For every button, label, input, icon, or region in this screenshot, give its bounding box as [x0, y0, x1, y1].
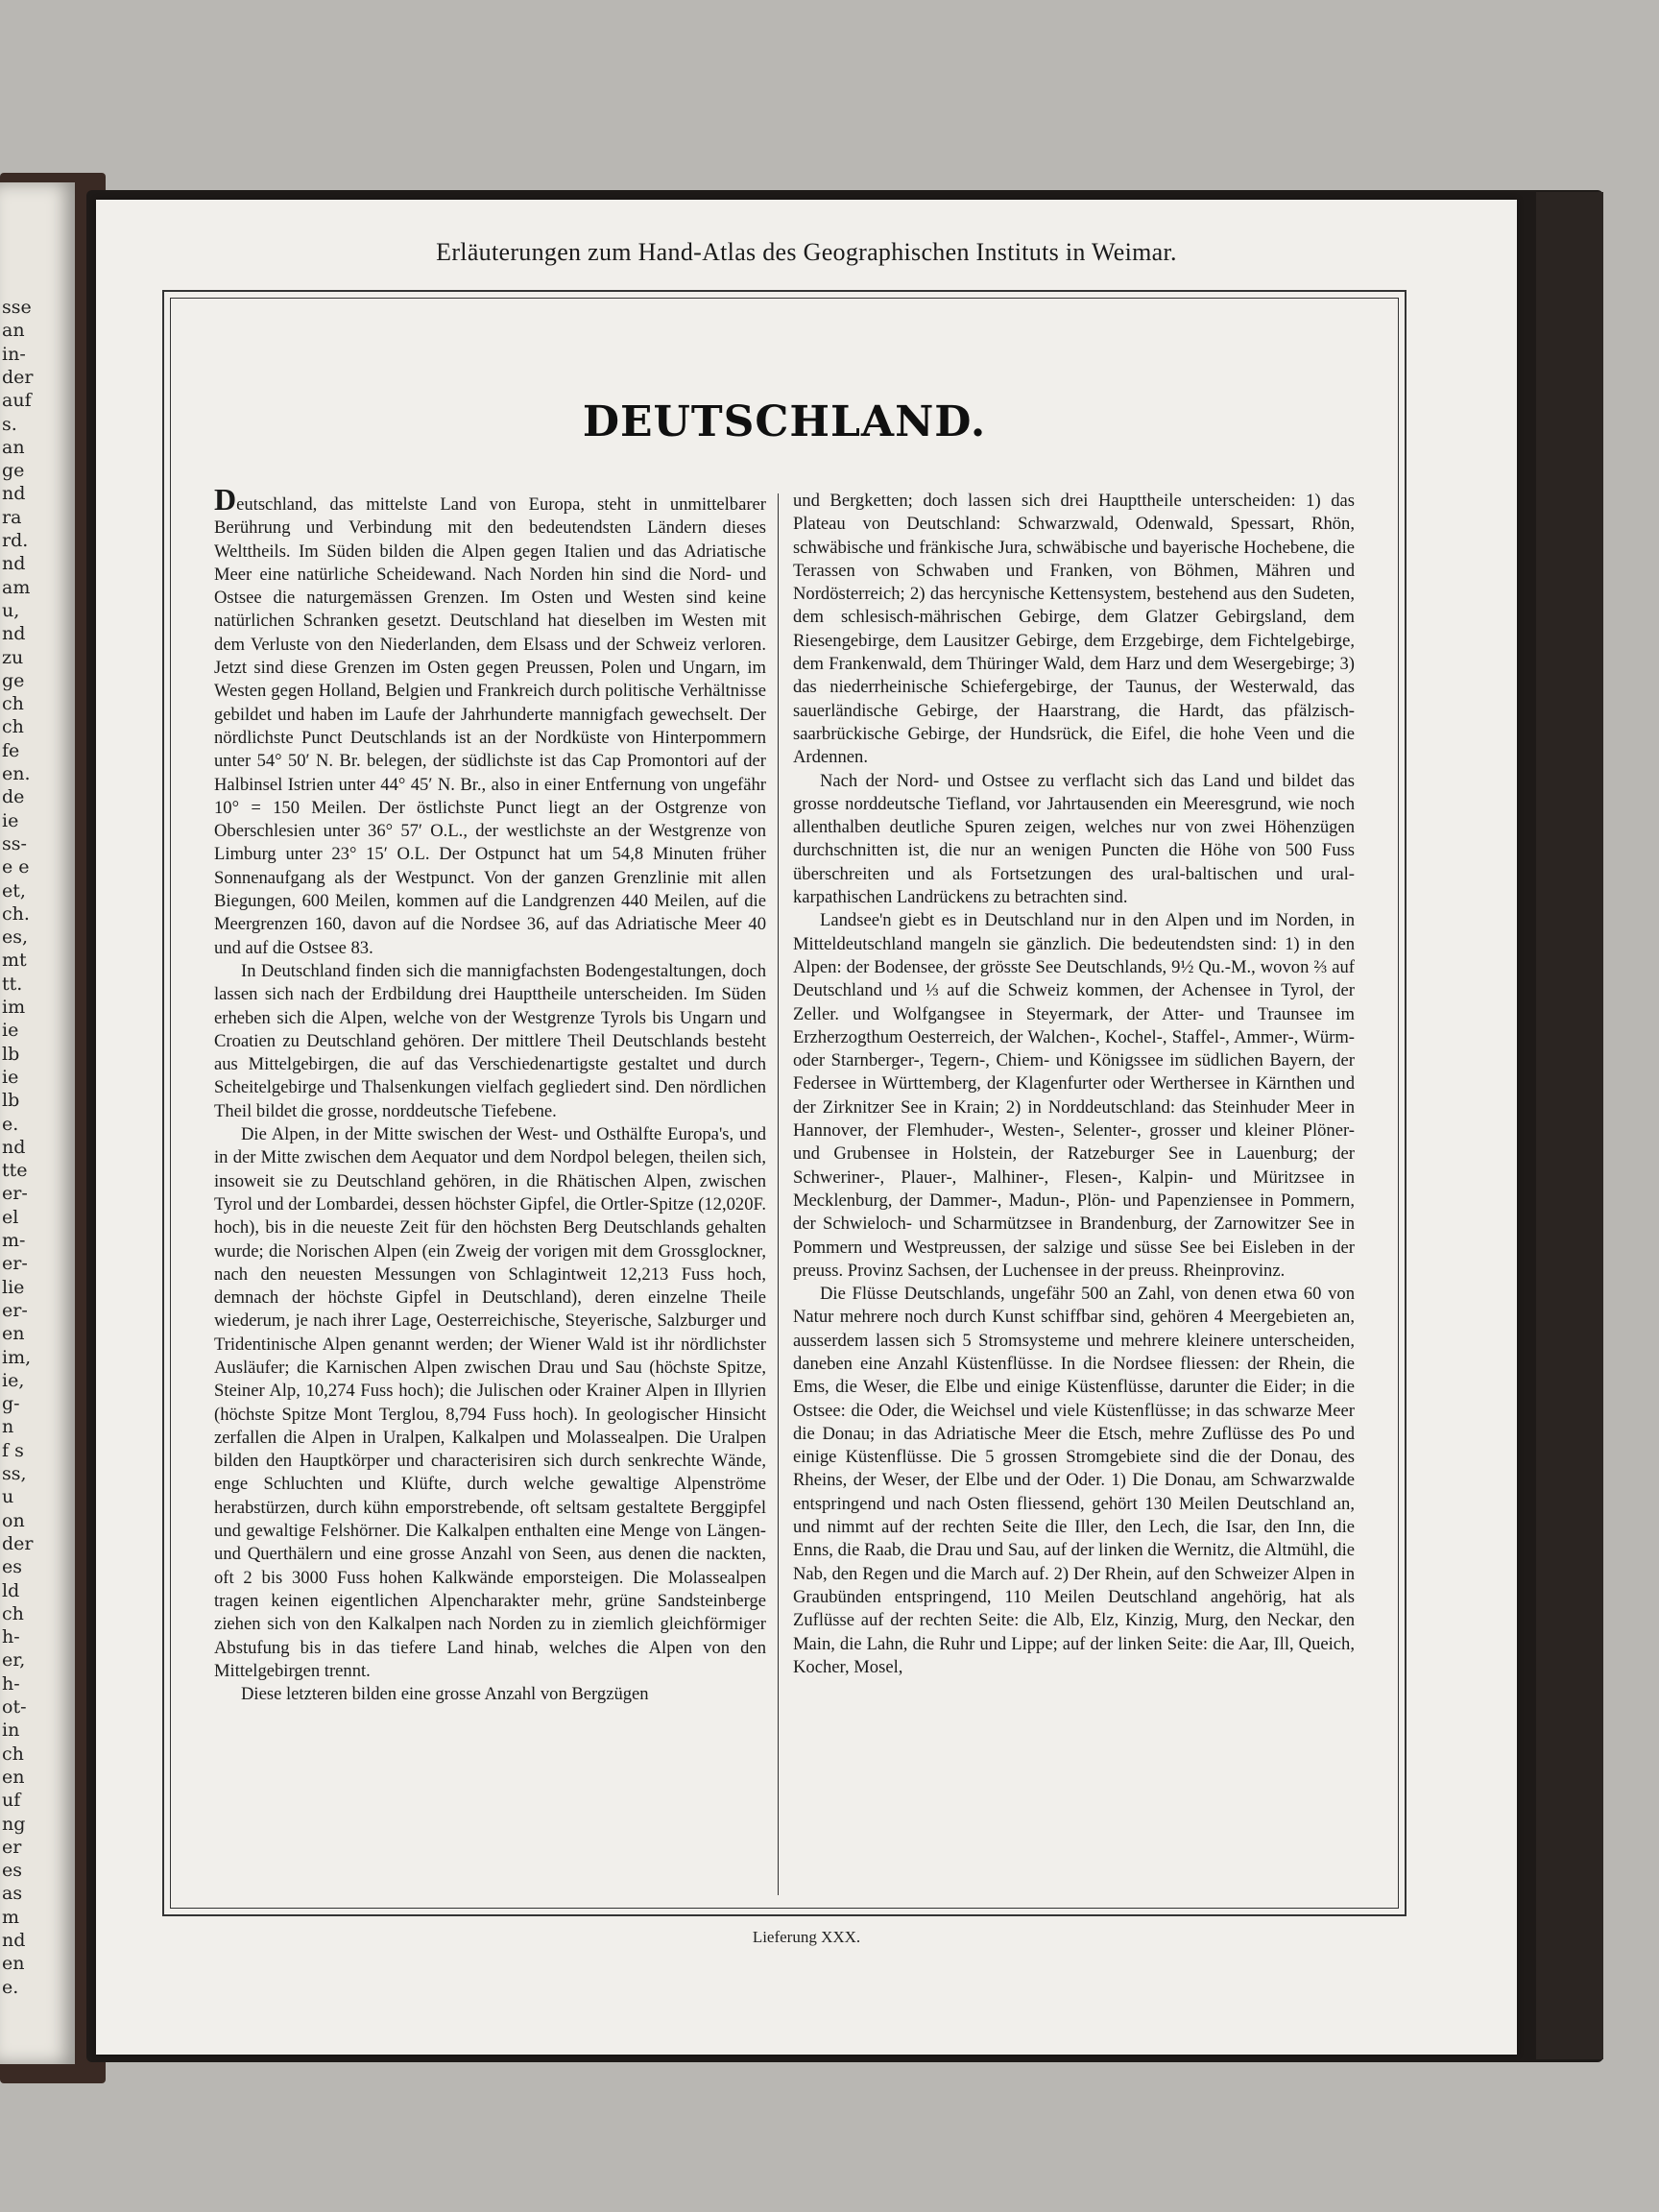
left-page-fragment: im, [2, 1346, 32, 1368]
left-page-fragment: ch [2, 1602, 24, 1624]
left-page-fragment: ch [2, 693, 24, 715]
left-page-fragment: en [2, 1323, 25, 1345]
paragraph-intro-text: eutschland, das mittelste Land von Europa, steht in unmittelbarer Berührung und Verbindung mit den bedeutendsten Ländern dieses Welttheils. Im Süden bilden die Alpen gegen Italien und das Adriatische Meer eine natürliche Scheidewand. Nach Norden hin sind die Nord- und Ostsee die naturgemässen Grenzen. Im Osten und Westen sind keine natürlichen Schranken gesetzt. Deutschland hat dieselben im Westen mit dem Verluste von den Niederlanden, dem Elsass und der Schweiz verloren. Jetzt sind diese Grenzen im Osten gegen Preussen, Polen und Ungarn, im Westen gegen Holland, Belgien und Frankreich durch politische Verhältnisse gebildet und haben im Laufe der Jahrhunderte mannigfach gewechselt. Der nördlichste Punct Deutschlands ist an der Nordküste von Hinterpommern unter 54° 50′ N. Br. belegen, der südlichste ist das Cap Promontori auf der Halbinsel Istrien unter 44° 45′ N. Br., also in einer Entfernung von ungefähr 10° = 150 Meilen. Der östlichste Punct liegt an der Ostgrenze von Oberschlesien unter 36° 57′ O.L., der westlichste an der Westgrenze von Limburg unter 23° 15′ O.L. Der Ostpunct hat um 54,8 Minuten früher Sonnenaufgang als der Westpunct. Von der ganzen Grenzlinie mit allen Biegungen, 600 Meilen, kommen auf die Landgrenzen 440 Meilen, auf die Meergrenzen 160, davon auf die Nordsee 36, auf das Adriatische Meer 40 und auf die Ostsee 83. [214, 494, 766, 958]
left-page-fragment: et, [2, 879, 26, 902]
left-page-fragment: er [2, 1836, 22, 1858]
left-page-fragment: n [2, 1416, 14, 1438]
running-head: Erläuterungen zum Hand-Atlas des Geographischen Instituts in Weimar. [436, 238, 1177, 266]
left-page-fragment: der [2, 1532, 34, 1554]
left-page-fragment: es [2, 1860, 22, 1882]
left-page-fragment: ss, [2, 1463, 27, 1484]
left-page-fragment: rd. [2, 530, 29, 551]
left-page-fragment: nd [2, 553, 26, 575]
left-page-fragment: u [2, 1486, 14, 1508]
left-page-fragment: en [2, 1953, 25, 1975]
left-page-fragment: im [2, 997, 26, 1018]
article-title: DEUTSCHLAND. [582, 397, 987, 446]
left-page-fragment: fe [2, 739, 20, 761]
left-page-fragment: e. [2, 1976, 19, 1998]
left-page-fragment: ot- [2, 1696, 27, 1718]
paragraph-tiefland: Nach der Nord- und Ostsee zu verflacht sich das Land und bildet das grosse norddeutsche Tiefland, vor Jahrtausenden ein Meeresgrund, wie noch allenthalben deutliche Spuren zeigen, welches nur von zwei Höhenzügen durchschnitten ist, die nur an wenigen Puncten die Höhe von 500 Fuss überschreiten und als Fortsetzungen des ural-baltischen und ural-karpathischen Landrückens zu betrachten sind. [793, 770, 1355, 908]
left-page-fragment: de [2, 786, 25, 808]
left-page-fragment: der [2, 366, 34, 388]
book-cover-edge [1536, 192, 1603, 2059]
left-page-fragment: er- [2, 1183, 28, 1205]
left-page-fragment: ld [2, 1579, 20, 1601]
page-footer: Lieferung XXX. [752, 1928, 861, 1946]
column-divider [778, 493, 779, 1895]
left-column [214, 482, 766, 1706]
left-page-fragment: e. [2, 1113, 19, 1135]
left-page-fragment: en [2, 1766, 25, 1788]
left-page-fragment: ge [2, 460, 25, 482]
left-page-fragment: auf [2, 390, 32, 412]
left-page-fragment: en. [2, 763, 31, 784]
left-page-fragment: in- [2, 343, 26, 365]
left-page-fragment: u, [2, 599, 20, 621]
left-page-fragment: m [2, 1906, 20, 1928]
left-page-fragment: tt. [2, 973, 23, 995]
paragraph-fluesse: Die Flüsse Deutschlands, ungefähr 500 an Zahl, von denen etwa 60 von Natur mehrere noch durch Kunst schiffbar sind, gehören 4 Meergebieten an, ausserdem lassen sich 5 Stromsysteme und mehrere kleinere unterscheiden, daneben eine Anzahl Küstenflüsse. In die Nordsee fliessen: der Rhein, die Ems, die Weser, die Elbe und einige Küstenflüsse, darunter die Eider; in die Ostsee: die Oder, die Weichsel und viele Küstenflüsse; in das schwarze Meer die Donau; in das Adriatische Meer die Etsch, mehre Zuflüsse des Po und einige Küstenflüsse. Die 5 grossen Stromgebiete sind die der Donau, des Rheins, der Weser, der Elbe und der Oder. 1) Die Donau, am Schwarzwalde entspringend und nach Osten fliessend, gehört 130 Meilen Deutschland an, und nimmt auf der rechten Seite die Iller, den Lech, die Isar, den Inn, die Enns, die Raab, die Drau und Sau, auf der linken die Wernitz, die Altmühl, die Nab, den Regen und die March auf. 2) Der Rhein, auf den Schweizer Alpen in Graubünden entspringend, 110 Meilen Deutschland angehörig, hat als Zuflüsse auf der rechten Seite: die Alb, Elz, Kinzig, Murg, den Neckar, den Main, die Lahn, die Ruhr und Lippe; auf der linken Seite: die Aar, Ill, Queich, Kocher, Mosel, [793, 1284, 1355, 1677]
paragraph-alpen: Die Alpen, in der Mitte swischen der West- und Osthälfte Europa's, und in der Mitte zwischen dem Aequator und dem Nordpol belegen, theilen sich, insoweit sie zu Deutschland gehören, in die Rhätischen Alpen, zwischen Tyrol und der Lombardei, dessen höchster Gipfel, die Ortler-Spitze (12,020F. hoch), bis in die neueste Zeit für den höchsten Berg Deutschlands gehalten wurde; die Norischen Alpen (ein Zweig der vorigen mit dem Grossglockner, nach den neuesten Messungen von Schlagintweit 12,213 Fuss hoch, demnach der höchste Gipfel in Deutschland), deren einzelne Theile wiederum, je nach ihrer Lage, Oesterreichische, Steyerische, Salzburger und Tridentinische Alpen genannt werden; der Wiener Wald ist ihr nördlichster Ausläufer; die Karnischen Alpen zwischen Drau und Sau (höchste Spitze, Steiner Alp, 10,274 Fuss hoch); die Julischen oder Krainer Alpen in Illyrien (höchste Spitze Mont Terglou, 8,794 Fuss hoch). In geologischer Hinsicht zerfallen die Alpen in Uralpen, Kalkalpen und Molassealpen. Die Uralpen bilden den Hauptkörper und characterisiren sich durch senkrechte Wände, enge Schluchten und Klüfte, durch welche gewaltige Alpenströme herabstürzen, durch kühn emporstrebende, oft seltsam gestaltete Berggipfel und gewaltige Felshörner. Die Kalkalpen enthalten eine Menge von Längen- und Querthälern und eine grosse Anzahl von Seen, aus denen die nackten, oft 2 bis 3000 Fuss hohen Kalkwände emporsteigen. Die Molassealpen tragen keinen eigentlichen Alpencharakter mehr, grüne Sandsteinberge ziehen sich von den Kalkalpen nach Norden zu in ziemlich gleichförmiger Abstufung bis in das tiefere Land hinab, welches die Alpen von den Mittelgebirgen trennt. [214, 1124, 766, 1681]
left-page-fragment: ie, [2, 1369, 25, 1391]
left-page-edge [0, 182, 75, 2064]
left-page-fragment: g- [2, 1393, 20, 1415]
left-page-fragment: nd [2, 483, 26, 505]
left-page-fragment: ng [2, 1813, 26, 1835]
dropcap: D [214, 482, 237, 517]
left-page-fragment: ch [2, 716, 24, 738]
left-page-fragment: uf [2, 1790, 21, 1812]
left-page-fragment: er, [2, 1649, 26, 1671]
left-page-fragment: ge [2, 669, 25, 691]
left-page-fragment: lb [2, 1090, 20, 1112]
paragraph-intro [214, 482, 766, 960]
left-page-fragment: ch. [2, 902, 30, 925]
left-page-fragment: as [2, 1883, 23, 1905]
left-page-fragment: el [2, 1206, 19, 1228]
left-page-fragment: tte [2, 1160, 28, 1182]
left-page-fragment: es [2, 1556, 22, 1578]
left-page-fragment: mt [2, 950, 27, 972]
left-page-fragment: ie [2, 1020, 19, 1042]
left-page-fragment: in [2, 1719, 20, 1742]
left-page-fragment: on [2, 1509, 25, 1531]
left-page-fragment: e e [2, 856, 30, 878]
paragraph-landseen: Landsee'n giebt es in Deutschland nur in den Alpen und im Norden, in Mitteldeutschland mangeln sie gänzlich. Die bedeutendsten sind: 1) in den Alpen: der Bodensee, der grösste See Deutschlands, 9½ Qu.-M., wovon ⅔ auf Deutschland und ⅓ auf die Schweiz kommen, der Achensee in Tyrol, der Zeller. und Wolfgangsee in Steyermark, der Atter- und Traunsee im Erzherzogthum Oesterreich, der Walchen-, Kochel-, Staffel-, Ammer-, Würm- oder Starnberger-, Tegern-, Chiem- und Königssee im südlichen Bayern, der Federsee in Württemberg, der Klagenfurter oder Werthersee in Kärnthen und der Zirknitzer See in Krain; 2) in Norddeutschland: das Steinhuder Meer in Hannover, der Flemhuder-, Westen-, Selenter-, grosser und kleiner Plöner- und Grubensee in Holstein, der Ratzeburger See in Lauenburg; der Schweriner-, Plauer-, Malhiner-, Flesen-, Kalpin- und Müritzsee in Mecklenburg, der Dammer-, Madun-, Plön- und Papenziensee in Pommern, der Schwieloch- und Scharmützsee in Brandenburg, der Zarnowitzer See in Pommern und Westpreussen, der salzige und süsse See bei Eisleben in der preuss. Provinz Sachsen, der Luchensee in der preuss. Rheinprovinz. [793, 910, 1355, 1281]
left-page-fragment: nd [2, 1136, 26, 1158]
paragraph-bergzuege: Diese letzteren bilden eine grosse Anzahl von Bergzügen [241, 1684, 649, 1705]
left-page-fragment: m- [2, 1230, 26, 1251]
left-page-fragment: an [2, 436, 25, 458]
left-page-fragment: nd [2, 623, 26, 645]
atlas-page [96, 200, 1517, 2055]
left-page-fragment: er- [2, 1253, 28, 1275]
left-page-fragment: an [2, 320, 25, 342]
left-page-fragment: zu [2, 646, 24, 668]
left-page-fragment: ss- [2, 832, 27, 854]
left-page-fragment: lie [2, 1276, 25, 1298]
right-column [793, 490, 1355, 1679]
left-page-fragment: er- [2, 1299, 28, 1321]
left-page-fragment: am [2, 576, 31, 598]
text-frame [162, 290, 1407, 1916]
paragraph-bodengestaltungen: In Deutschland finden sich die mannigfachsten Bodengestaltungen, doch lassen sich nach der Erdbildung drei Haupttheile unterscheiden. Im Süden erheben sich die Alpen, welche von der Westgrenze Tyrols bis Ungarn und Croatien zu Deutschland gehören. Der mittlere Theil Deutschlands besteht aus Mittelgebirgen, die auf das Verschiedenartigste gestaltet und durch Scheitelgebirge und Thalsenkungen vielfach gegliedert sind. Den nördlichen Theil bildet die grosse, norddeutsche Tiefebene. [214, 960, 766, 1121]
left-page-fragment: ie [2, 1066, 19, 1088]
left-page-fragment: nd [2, 1930, 26, 1951]
left-page-fragment: h- [2, 1626, 20, 1648]
left-page-fragment: ra [2, 506, 22, 528]
paragraph-bergketten: und Bergketten; doch lassen sich drei Haupttheile unterscheiden: 1) das Plateau von Deutschland: Schwarzwald, Odenwald, Spessart, Rhön, schwäbische und fränkische Jura, schwäbische und bayerische Hochebene, die Terassen von Schwaben und Franken, von Böhmen, Mähren und Nordösterreich; 2) das hercynische Kettensystem, bestehend aus den Sudeten, dem schlesisch-mährischen Gebirge, dem Glatzer Gebirgsland, dem Riesengebirge, dem Lausitzer Gebirge, dem Erzgebirge, dem Fichtelgebirge, dem Frankenwald, dem Thüringer Wald, dem Harz und dem Wesergebirge; 3) das niederrheinische Schiefergebirge, der Taunus, der Westerwald, das sauerländische Gebirge, der Haarstrang, die Hardt, das pfälzisch-saarbrückische Gebirge, der Hundsrück, die Eifel, die hohe Veen und die Ardennen. [793, 491, 1355, 768]
left-page-fragment: s. [2, 413, 17, 435]
left-page-fragment: sse [2, 297, 32, 318]
left-page-fragment: f s [2, 1439, 24, 1461]
left-page-fragment: es, [2, 926, 29, 949]
left-page-fragment: ie [2, 809, 19, 831]
left-page-fragment: h- [2, 1672, 20, 1695]
left-page-fragment: ch [2, 1743, 24, 1765]
left-page-fragment: lb [2, 1043, 20, 1065]
